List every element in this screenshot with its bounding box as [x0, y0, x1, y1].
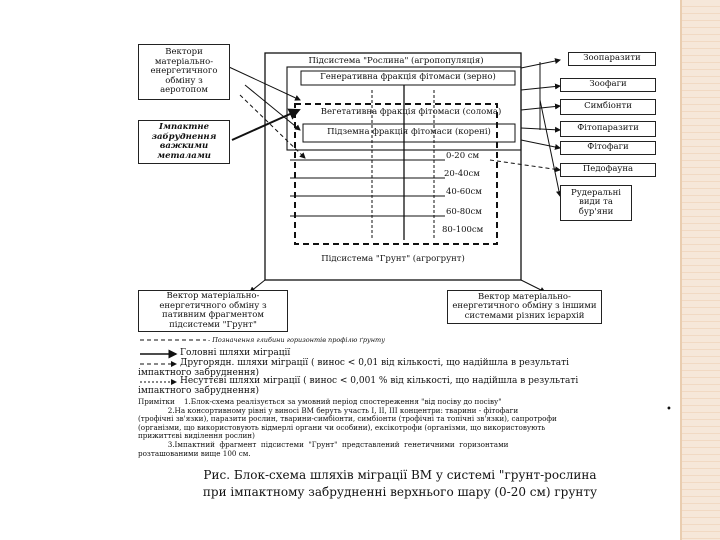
zoophages-box: Зоофаги: [560, 78, 656, 92]
legend-main: Головні шляхи міграції: [180, 348, 291, 358]
vegetative-label: Вегетативна фракція фітомаси (солома): [320, 107, 502, 117]
legend-secondary: Другорядн. шляхи міграції ( винос < 0,01 від кількості, що надійшла в результаті: [180, 358, 569, 368]
zooparasites-box: Зоопаразити: [568, 52, 656, 66]
footnote-line: розташованими вище 100 см.: [138, 448, 251, 458]
figure-caption-line1: Рис. Блок-схема шляхів міграції ВМ у системі "грунт-рослина: [203, 468, 597, 482]
footnote-line: (організми, що використовують відмерлі органи чи особини), ексікотрофи (організми, що використовують: [138, 422, 546, 432]
system-frame: [265, 53, 521, 280]
other-systems-vector-box: Вектор матеріально- енергетичного обміну з іншими системами різних ієрархій: [447, 290, 602, 324]
soil-layer-label: 80-100см: [442, 225, 484, 235]
soil-subsystem-label: Підсистема "Грунт" (агрогрунт): [321, 254, 465, 264]
footnote-line: 2.На консортивному рівні у виносі ВМ беруть участь І, ІІ, ІІІ концентри: тварини - фітофаги: [138, 405, 519, 415]
footnote-line: (трофічні зв'язки), паразити рослин, тварини-симбіонти, симбіонти (трофічні та топічні зв'язки), сапротрофи: [138, 414, 557, 424]
impact-pollution-box: Імпактне забруднення важкими металами: [138, 120, 230, 164]
soil-layer-label: 40-60см: [446, 187, 482, 197]
figure-caption-line2: при імпактному забрудненні верхнього шару (0-20 см) грунту: [202, 485, 598, 499]
phytophages-box: Фітофаги: [560, 141, 656, 155]
legend-secondary-cont: імпактного забруднення): [138, 368, 260, 378]
plant-subsystem-label: Підсистема "Рослина" (агропопуляція): [308, 56, 484, 66]
footnote-line: 3.Імпактний фрагмент підсистеми "Грунт" представлений генетичними горизонтами: [138, 440, 509, 449]
pedofauna-box: Педофауна: [560, 163, 656, 177]
legend-minor-cont: імпактного забруднення): [138, 386, 260, 396]
legend-soil-line: - Позначення глибини горизонтів профілю ґрунту: [208, 336, 385, 344]
soil-layer-label: 60-80см: [446, 207, 482, 217]
svg-text:•: •: [666, 404, 672, 415]
underground-label: Підземна фракція фітомаси (корені): [327, 127, 491, 137]
soil-layer-label: 0-20 см: [446, 151, 480, 161]
footnote-line: Примітки 1.Блок-схема реалізується за умовний період спостереження "від посіву до посіву": [138, 397, 502, 406]
native-fragment-vector-box: Вектор матеріально- енергетичного обміну з пативним фрагментом підсистеми "Грунт": [138, 290, 288, 332]
footnote-line: прижиттєві виділення рослин): [138, 431, 255, 441]
aerotop-vector-box: Вектори матеріально- енергетичного обміну з аеротопом: [138, 44, 230, 100]
soil-layer-label: 20-40см: [444, 169, 480, 179]
legend-minor: Несуттєві шляхи міграції ( винос < 0,001 % від кількості, що надійшла в результаті: [180, 376, 579, 386]
generative-label: Генеративна фракція фітомаси (зерно): [320, 72, 496, 82]
phytoparasites-box: Фітопаразити: [560, 121, 656, 137]
symbionts-box: Симбіонти: [560, 99, 656, 115]
ruderal-species-box: Рудеральні види та бур'яни: [560, 185, 632, 221]
